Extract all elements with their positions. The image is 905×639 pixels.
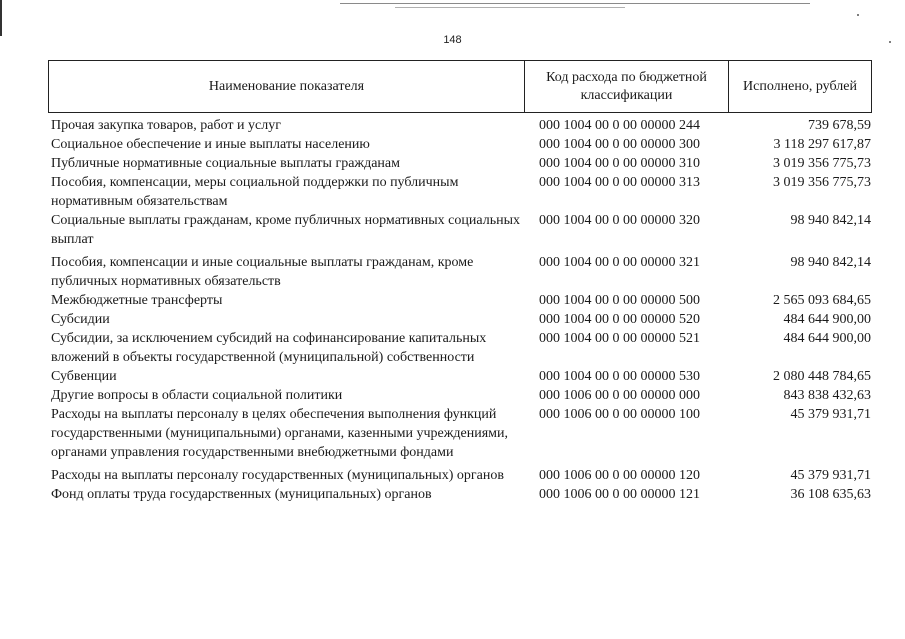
row-amount: 484 644 900,00: [783, 331, 871, 346]
row-code: 000 1006 00 0 00 00000 121: [539, 487, 700, 502]
scan-artifact-line: [340, 3, 810, 4]
row-name: Социальное обеспечение и иные выплаты населению: [51, 137, 370, 152]
row-amount: 843 838 432,63: [783, 388, 871, 403]
row-code: 000 1004 00 0 00 00000 500: [539, 293, 700, 308]
row-code: 000 1006 00 0 00 00000 000: [539, 388, 700, 403]
row-code: 000 1006 00 0 00 00000 120: [539, 468, 700, 483]
table-header: [48, 60, 872, 113]
table-row: [49, 329, 872, 367]
row-code: 000 1004 00 0 00 00000 313: [539, 175, 700, 190]
row-amount: 98 940 842,14: [790, 255, 871, 270]
row-code: 000 1004 00 0 00 00000 530: [539, 369, 700, 384]
row-name: Расходы на выплаты персоналу в целях обеспечения выполнения функций государственными (муниципальными) органами, казенными учреждениями, органами управления государственными внебюджетными фондами: [51, 407, 508, 460]
scan-artifact-line: [395, 7, 625, 8]
row-name: Субсидии, за исключением субсидий на софинансирование капитальных вложений в объекты государственной (муниципальной) собственности: [51, 331, 487, 365]
table-row: [49, 154, 872, 173]
header-indicator-name: Наименование показателя: [49, 61, 525, 112]
scan-edge-mark: [0, 0, 2, 36]
row-name: Субвенции: [51, 369, 117, 384]
row-amount: 484 644 900,00: [783, 312, 871, 327]
row-name: Расходы на выплаты персоналу государственных (муниципальных) органов: [51, 468, 504, 483]
row-amount: 3 019 356 775,73: [773, 175, 871, 190]
row-amount: 3 019 356 775,73: [773, 156, 871, 171]
row-name: Пособия, компенсации и иные социальные выплаты гражданам, кроме публичных нормативных обязательств: [51, 255, 474, 289]
row-name: Публичные нормативные социальные выплаты гражданам: [51, 156, 400, 171]
row-amount: 36 108 635,63: [790, 487, 871, 502]
table-row: [49, 485, 872, 504]
header-amount: Исполнено, рублей: [743, 78, 857, 94]
row-name: Другие вопросы в области социальной политики: [51, 388, 343, 403]
table-body: [49, 116, 872, 504]
row-name: Прочая закупка товаров, работ и услуг: [51, 118, 281, 133]
header-expense-code: Код расхода по бюджетной классификации: [525, 61, 729, 112]
row-code: 000 1004 00 0 00 00000 321: [539, 255, 700, 270]
table-row: [49, 173, 872, 211]
table-row: [49, 291, 872, 310]
row-code: 000 1004 00 0 00 00000 320: [539, 213, 700, 228]
page-number: 148: [443, 34, 462, 46]
table-row: [49, 310, 872, 329]
table-row: [49, 466, 872, 485]
scan-speck: [857, 14, 859, 16]
row-amount: 98 940 842,14: [790, 213, 871, 228]
row-amount: 3 118 297 617,87: [773, 137, 871, 152]
row-code: 000 1004 00 0 00 00000 244: [539, 118, 700, 133]
row-amount: 739 678,59: [808, 118, 871, 133]
row-amount: 2 565 093 684,65: [773, 293, 871, 308]
table-row: [49, 405, 872, 462]
row-code: 000 1004 00 0 00 00000 521: [539, 331, 700, 346]
row-amount: 45 379 931,71: [790, 468, 871, 483]
table-row: [49, 253, 872, 291]
row-name: Социальные выплаты гражданам, кроме публичных нормативных социальных выплат: [51, 213, 520, 247]
table-row: [49, 386, 872, 405]
table-row: [49, 211, 872, 249]
row-code: 000 1004 00 0 00 00000 520: [539, 312, 700, 327]
row-amount: 2 080 448 784,65: [773, 369, 871, 384]
row-name: Субсидии: [51, 312, 110, 327]
row-code: 000 1004 00 0 00 00000 300: [539, 137, 700, 152]
row-code: 000 1006 00 0 00 00000 100: [539, 407, 700, 422]
row-name: Межбюджетные трансферты: [51, 293, 223, 308]
table-row: [49, 135, 872, 154]
row-name: Пособия, компенсации, меры социальной поддержки по публичным нормативным обязательствам: [51, 175, 459, 209]
table-row: [49, 116, 872, 135]
table-row: [49, 367, 872, 386]
row-code: 000 1004 00 0 00 00000 310: [539, 156, 700, 171]
row-amount: 45 379 931,71: [790, 407, 871, 422]
row-name: Фонд оплаты труда государственных (муниципальных) органов: [51, 487, 432, 502]
